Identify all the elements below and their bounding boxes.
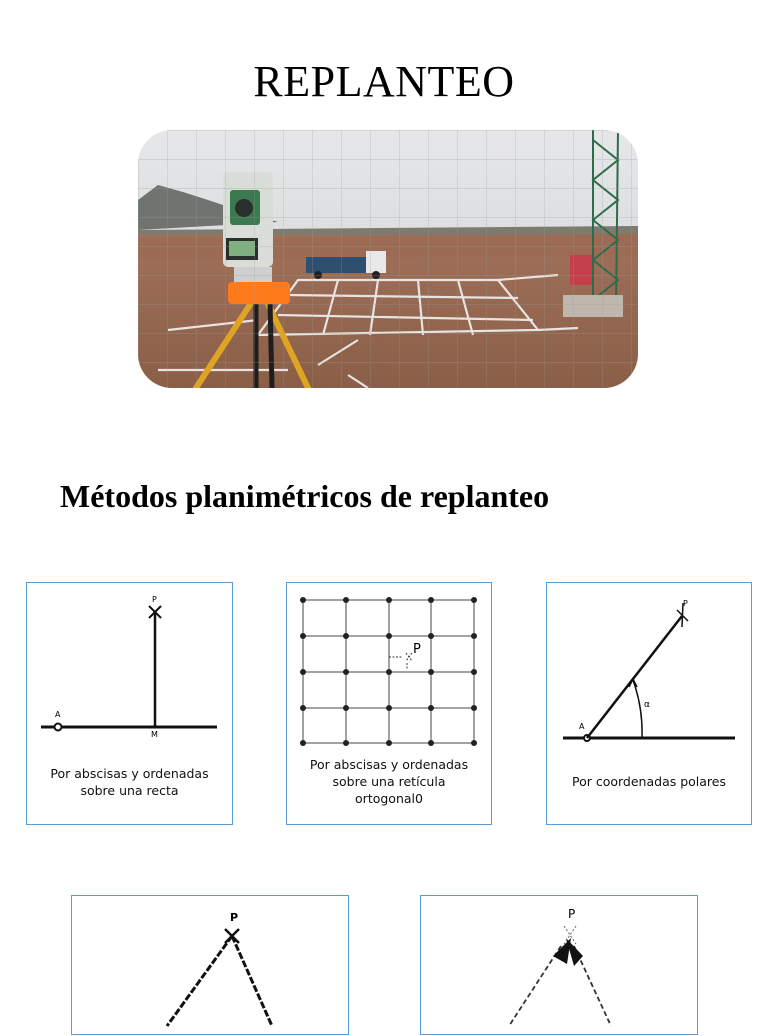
point-p-label: P [152,595,157,604]
point-p-label: P [568,907,576,921]
method-card-grid [286,582,492,825]
point-a-label: A [579,722,585,731]
point-p-label: P [683,599,688,608]
method-card-polar [546,582,752,825]
card-caption: Por abscisas y ordenadas sobre una recta [50,766,209,798]
angular-intersection-diagram [421,896,699,1036]
point-a-label: A [55,710,61,719]
card-caption: Por abscisas y ordenadas sobre una retícula ortogonal0 [309,757,469,806]
card-caption: Por coordenadas polares [571,774,726,789]
method-card-intersection [71,895,349,1035]
intersection-diagram [72,896,350,1036]
point-m-label: M [151,730,158,739]
page-title: REPLANTEO [253,57,515,106]
angle-alpha-label: α [644,700,650,710]
method-card-angular [420,895,698,1035]
method-card-line [26,582,233,825]
section-title: Métodos planimétricos de replanteo [60,478,550,514]
survey-site-photo [138,130,638,388]
point-p-label: P [413,642,421,657]
point-p-label: P [230,911,239,924]
